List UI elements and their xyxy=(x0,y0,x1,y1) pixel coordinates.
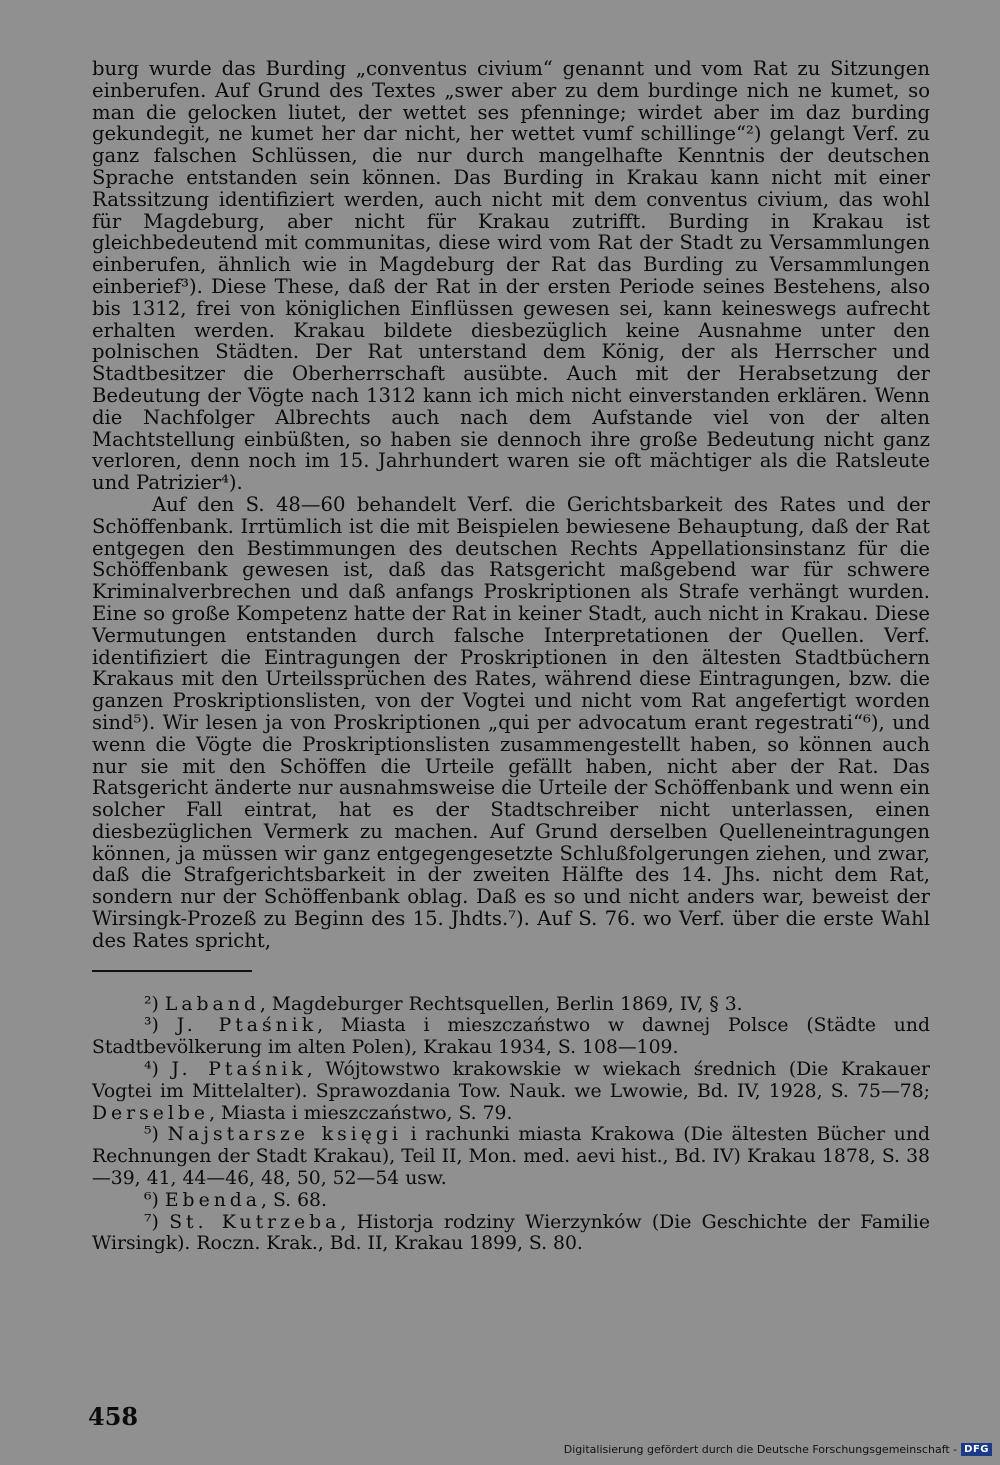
paragraph-1: burg wurde das Burding „conventus civium“ genannt und vom Rat zu Sitzungen einberufen. Auf Grund des Textes „swer aber zu dem burdinge nich ne kumet, so man die gelocken liutet, der wettet ses pfenninge; wirdet aber im daz burding gekundegit, ne kumet her dar nicht, her wettet vumf schillinge“²) gelangt Verf. zu ganz falschen Schlüssen, die nur durch mangelhafte Kenntnis der deutschen Sprache entstanden sein können. Das Burding in Krakau kann nicht mit einer Ratssitzung identifiziert werden, auch nicht mit dem conventus civium, das wohl für Magdeburg, aber nicht für Krakau zutrifft. Burding in Krakau ist gleichbedeutend mit communitas, diese wird vom Rat der Stadt zu Versammlungen einberufen, ähnlich wie in Magdeburg der Rat das Burding zu Versammlungen einberief³). Diese These, daß der Rat in der ersten Periode seines Bestehens, also bis 1312, frei von königlichen Einflüssen gewesen sei, kann keineswegs aufrecht erhalten werden. Krakau bildete diesbezüglich keine Ausnahme unter den polnischen Städten. Der Rat unterstand dem König, der als Herrscher und Stadtbesitzer die Oberherrschaft ausübte. Auch mit der Herabsetzung der Bedeutung der Vögte nach 1312 kann ich mich nicht einverstanden erklären. Wenn die Nachfolger Albrechts auch nach dem Aufstande viel von der alten Machtstellung einbüßten, so haben sie dennoch ihre große Bedeutung nicht ganz verloren, denn noch im 15. Jahrhundert waren sie oft mächtiger als die Ratsleute und Patrizier⁴). xyxy=(92,57,930,495)
document-page xyxy=(92,58,930,1255)
footnote-2: ²) Laband, Magdeburger Rechtsquellen, Berlin 1869, IV, § 3. xyxy=(144,993,743,1015)
body-text xyxy=(92,58,930,952)
footnote-7: ⁷) St. Kutrzeba, Historja rodziny Wierzynków (Die Geschichte der Familie Wirsingk). Roczn. Krak., Bd. II, Krakau 1899, S. 80. xyxy=(92,1211,930,1255)
digitization-footer xyxy=(564,1443,992,1456)
footnote-6: ⁶) Ebenda, S. 68. xyxy=(144,1189,327,1211)
footnote-4: ⁴) J. Ptaśnik, Wójtowstwo krakowskie w wiekach średnich (Die Krakauer Vogtei im Mittelalter). Sprawozdania Tow. Nauk. we Lwowie, Bd. IV, 1928, S. 75—78; Derselbe, Miasta i mieszczaństwo, S. 79. xyxy=(92,1059,930,1124)
dfg-logo-icon: DFG xyxy=(961,1443,992,1456)
paragraph-2: Auf den S. 48—60 behandelt Verf. die Gerichtsbarkeit des Rates und der Schöffenbank. Irrtümlich ist die mit Beispielen bewiesene Behauptung, daß der Rat entgegen den Bestimmungen des deutschen Rechts Appellationsinstanz für die Schöffenbank gewesen ist, daß das Ratsgericht maßgebend war für schwere Kriminalverbrechen und daß anfangs Proskriptionen als Strafe verhängt wurden. Eine so große Kompetenz hatte der Rat in keiner Stadt, auch nicht in Krakau. Diese Vermutungen entstanden durch falsche Interpretationen der Quellen. Verf. identifiziert die Eintragungen der Proskriptionen in den ältesten Stadtbüchern Krakaus mit den Urteilssprüchen des Rates, während diese Eintragungen, bzw. die ganzen Proskriptionslisten, von der Vogtei und nicht vom Rat angefertigt worden sind⁵). Wir lesen ja von Proskriptionen „qui per advocatum erant regestrati“⁶), und wenn die Vögte die Proskriptionslisten zusammengestellt haben, so können auch nur sie mit den Schöffen die Urteile gefällt haben, nicht aber der Rat. Das Ratsgericht änderte nur ausnahmsweise die Urteile der Schöffenbank und wenn ein solcher Fall eintrat, hat es der Stadtschreiber nicht unterlassen, einen diesbezüglichen Vermerk zu machen. Auf Grund derselben Quelleneintragungen können, ja müssen wir ganz entgegengesetzte Schlußfolgerungen ziehen, und zwar, daß die Strafgerichtsbarkeit in der zweiten Hälfte des 14. Jhs. nicht dem Rat, sondern nur der Schöffenbank oblag. Daß es so und nicht anders war, beweist der Wirsingk-Prozeß zu Beginn des 15. Jhdts.⁷). Auf S. 76. wo Verf. über die erste Wahl des Rates spricht, xyxy=(92,492,930,952)
footnotes xyxy=(92,994,930,1256)
footnote-3: ³) J. Ptaśnik, Miasta i mieszczaństwo w dawnej Polsce (Städte und Stadtbevölkerung im alten Polen), Krakau 1934, S. 108—109. xyxy=(92,1015,931,1059)
footnote-separator xyxy=(92,970,252,972)
footer-credit: Digitalisierung gefördert durch die Deutsche Forschungsgemeinschaft - xyxy=(563,1443,958,1456)
footnote-5: ⁵) Najstarsze księgi i rachunki miasta Krakowa (Die ältesten Bücher und Rechnungen der Stadt Krakau), Teil II, Mon. med. aevi hist., Bd. IV) Krakau 1878, S. 38—39, 41, 44—46, 48, 50, 52—54 usw. xyxy=(92,1124,930,1190)
page-number: 458 xyxy=(88,1402,139,1431)
